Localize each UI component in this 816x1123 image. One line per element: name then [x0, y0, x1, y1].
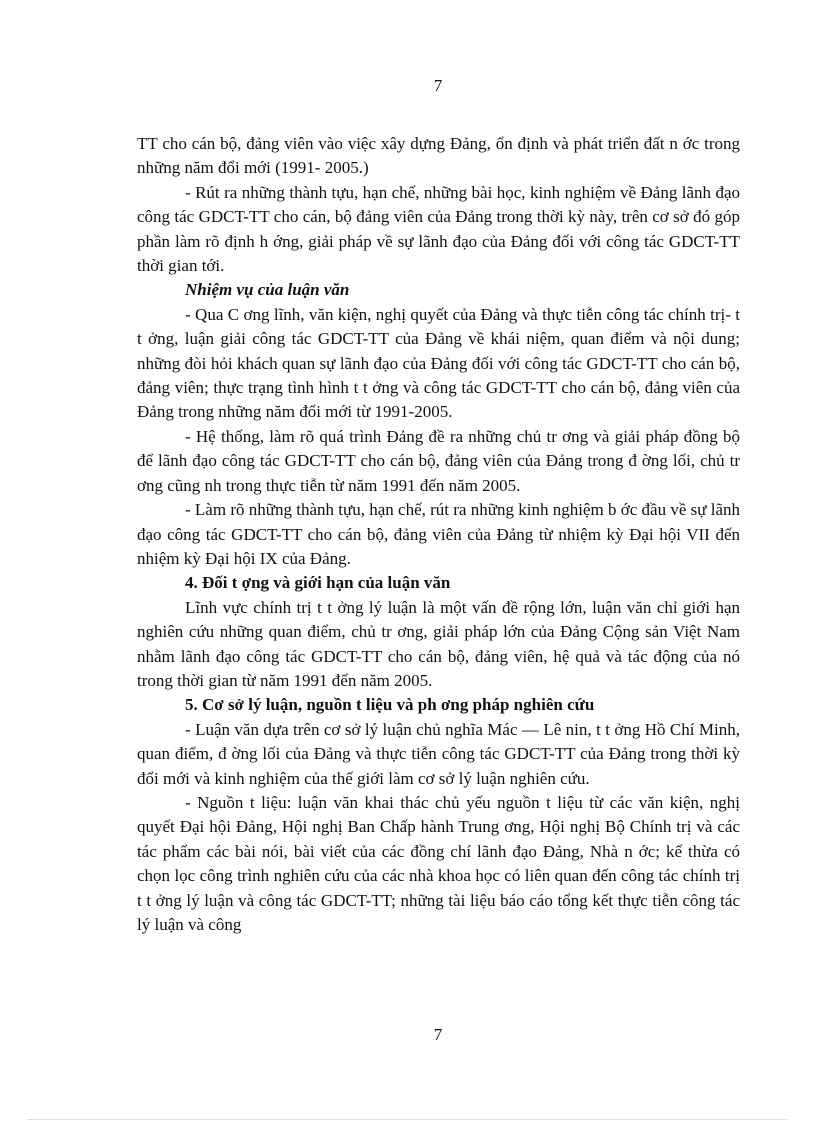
paragraph-scope: Lĩnh vực chính trị t t ởng lý luận là một vấn đề rộng lớn, luận văn chỉ giới hạn nghiên cứu những quan điểm, chủ tr ơng, giải pháp lớn của Đảng Cộng sản Việt Nam nhằm lãnh đạo công tác GDCT-TT cho cán bộ, đảng viên, hệ quả và tác động của nó trong thời gian từ năm 1991 đến năm 2005. — [137, 597, 740, 690]
page-number-top: 7 — [433, 76, 443, 95]
heading-tasks: Nhiệm vụ của luận văn — [185, 280, 350, 300]
paragraph-task-1: - Qua C ơng lĩnh, văn kiện, nghị quyết của Đảng và thực tiễn công tác chính trị- t t ởng, luận giải công tác GDCT-TT của Đảng về khái niệm, quan điểm và nội dung; những đòi hỏi khách quan sự lãnh đạo của Đảng đối với công tác GDCT-TT cho cán bộ, đảng viên; thực trạng tình hình t t ởng và công tác GDCT-TT cho cán bộ, đảng viên của Đảng trong những năm đổi mới từ 1991-2005. — [137, 304, 740, 422]
paragraph-objective-lessons: - Rút ra những thành tựu, hạn chế, những bài học, kinh nghiệm về Đảng lãnh đạo công tác GDCT-TT cho cán, bộ đảng viên của Đảng trong thời kỳ này, trên cơ sở đó góp phần làm rõ định h ớng, giải pháp về sự lãnh đạo của Đảng đối với công tác GDCT-TT thời gian tới. — [137, 182, 740, 276]
heading-section-4: 4. Đối t ợng và giới hạn của luận văn — [185, 573, 451, 593]
paragraph-task-2: - Hệ thống, làm rõ quá trình Đảng đề ra những chủ tr ơng và giải pháp đồng bộ để lãnh đạo công tác GDCT-TT cho cán bộ, đảng viên của Đảng trong đ ờng lối, chủ tr ơng cũng nh trong thực tiễn từ năm 1991 đến năm 2005. — [137, 426, 740, 495]
page-number-bottom: 7 — [433, 1025, 443, 1044]
paragraph-theory-basis: - Luận văn dựa trên cơ sở lý luận chủ nghĩa Mác — Lê nin, t t ởng Hồ Chí Minh, quan điểm, đ ờng lối của Đảng và thực tiễn công tác GDCT-TT của Đảng trong thời kỳ đổi mới và kinh nghiệm của thế giới làm cơ sở lý luận nghiên cứu. — [137, 719, 740, 788]
paragraph-sources: - Nguồn t liệu: luận văn khai thác chủ yếu nguồn t liệu từ các văn kiện, nghị quyết Đại hội Đảng, Hội nghị Ban Chấp hành Trung ơng, Hội nghị Bộ Chính trị và các tác phẩm các bài nói, bài viết của các đồng chí lãnh đạo Đảng, Nhà n ớc; kế thừa có chọn lọc công trình nghiên cứu của các nhà khoa học có liên quan đến công tác chính trị t t ởng lý luận và công tác GDCT-TT; những tài liệu báo cáo tổng kết thực tiễn công tác lý luận và công — [137, 792, 740, 934]
document-body — [137, 132, 740, 937]
paragraph-task-3: - Làm rõ những thành tựu, hạn chế, rút ra những kinh nghiệm b ớc đầu về sự lãnh đạo công tác GDCT-TT cho cán bộ, đảng viên của Đảng từ nhiệm kỳ Đại hội VII đến nhiệm kỳ Đại hội IX của Đảng. — [137, 500, 740, 568]
page-bottom-divider — [28, 1119, 788, 1120]
heading-section-5: 5. Cơ sở lý luận, nguồn t liệu và ph ơng pháp nghiên cứu — [185, 695, 595, 715]
paragraph-continuation: TT cho cán bộ, đảng viên vào việc xây dựng Đảng, ổn định và phát triển đất n ớc trong những năm đổi mới (1991- 2005.) — [137, 134, 740, 178]
